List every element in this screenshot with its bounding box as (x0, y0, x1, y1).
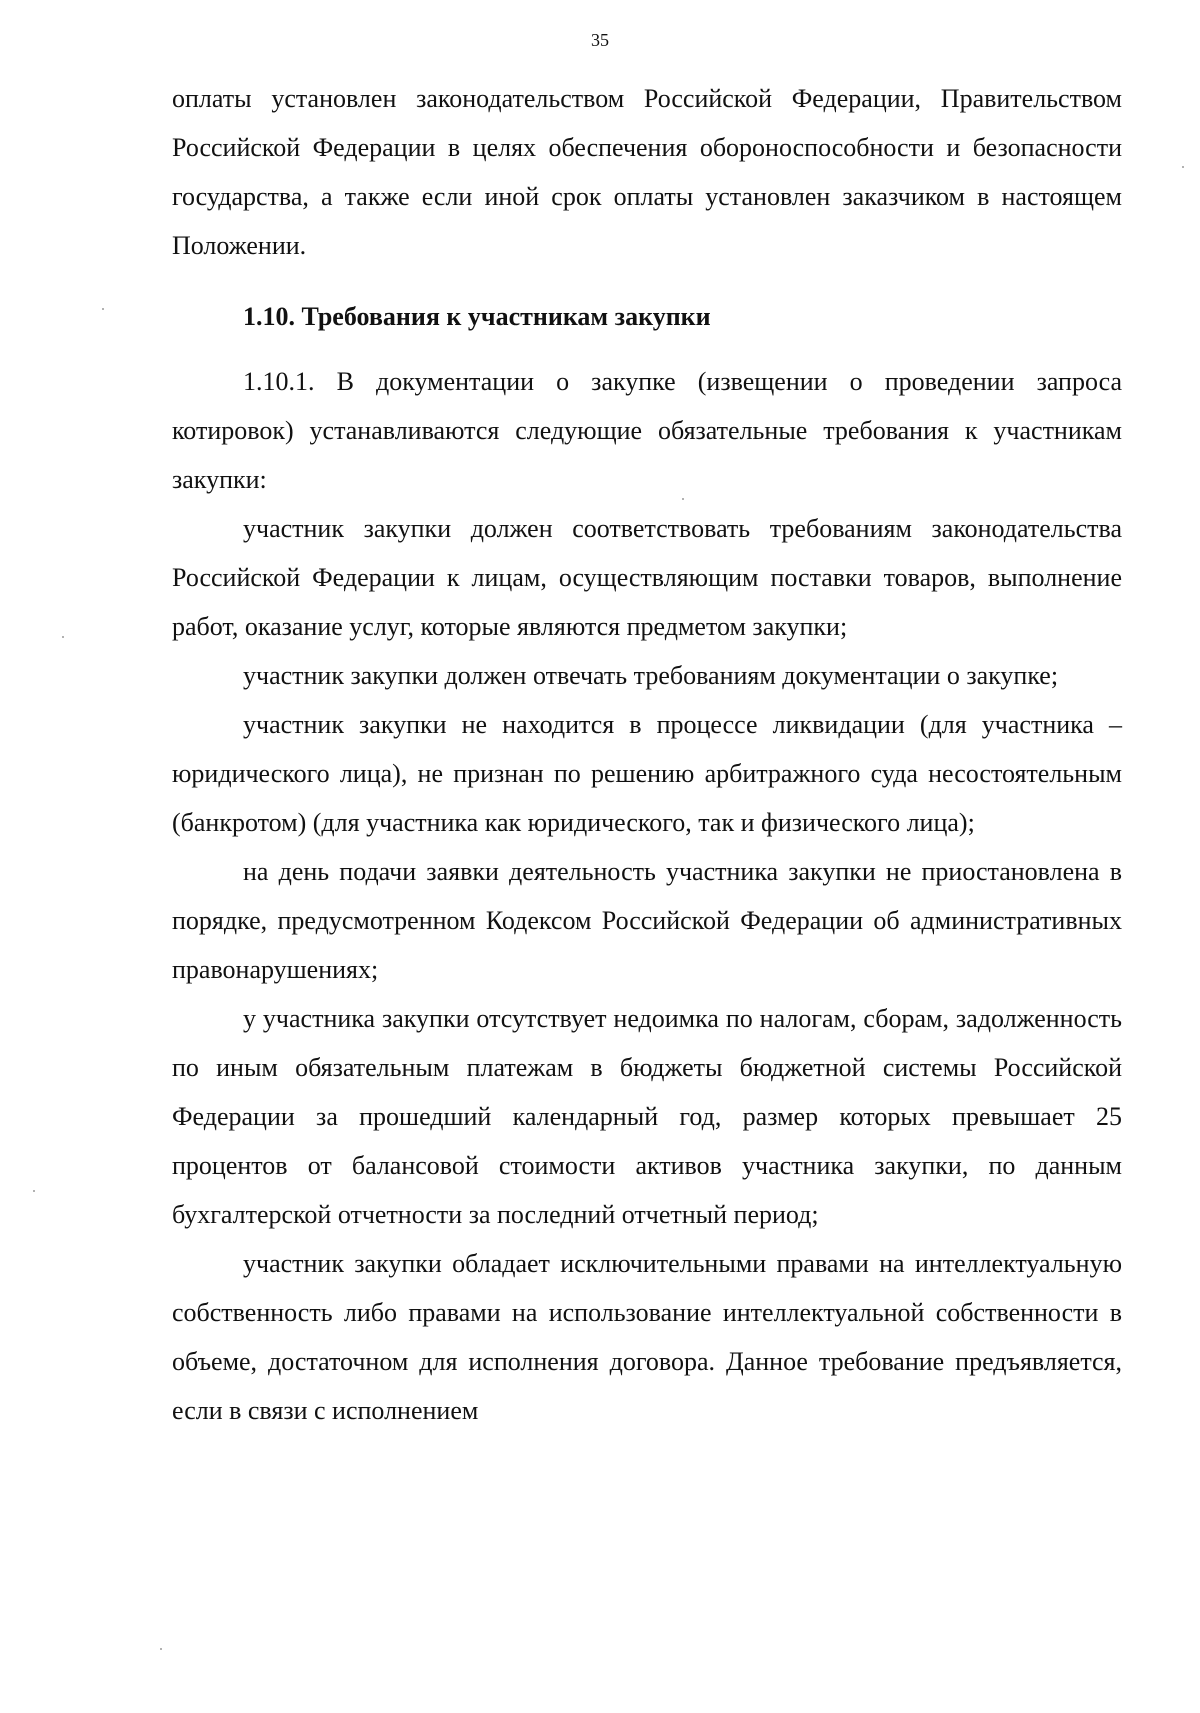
document-body (172, 74, 1122, 1435)
requirement-legal-compliance: участник закупки должен соответствовать требованиям законодательства Российской Федерации к лицам, осуществляющим поставки товаров, выполнение работ, оказание услуг, которые являются предметом закупки; (172, 514, 1122, 641)
paragraph-1-10-1: 1.10.1. В документации о закупке (извещении о проведении запроса котировок) устанавливаются следующие обязательные требования к участникам закупки: (172, 367, 1122, 494)
requirement-documentation: участник закупки должен отвечать требованиям документации о закупке; (243, 661, 1059, 690)
scan-speck (33, 1190, 35, 1192)
requirement-no-liquidation: участник закупки не находится в процессе ликвидации (для участника – юридического лица), не признан по решению арбитражного суда несостоятельным (банкротом) (для участника как юридического, так и физического лица); (172, 710, 1122, 837)
scan-speck (682, 498, 684, 500)
paragraph-continuation: оплаты установлен законодательством Российской Федерации, Правительством Российской Федерации в целях обеспечения обороноспособности и безопасности государства, а также если иной срок оплаты установлен заказчиком в настоящем Положении. (172, 84, 1122, 260)
requirement-not-suspended: на день подачи заявки деятельность участника закупки не приостановлена в порядке, предусмотренном Кодексом Российской Федерации об административных правонарушениях; (172, 857, 1122, 984)
section-heading: 1.10. Требования к участникам закупки (243, 302, 711, 331)
requirement-no-arrears: у участника закупки отсутствует недоимка по налогам, сборам, задолженность по иным обязательным платежам в бюджеты бюджетной системы Российской Федерации за прошедший календарный год, размер которых превышает 25 процентов от балансовой стоимости активов участника закупки, по данным бухгалтерской отчетности за последний отчетный период; (172, 1004, 1122, 1229)
scan-speck (1182, 166, 1184, 168)
page-number: 35 (591, 30, 609, 50)
scan-speck (62, 636, 64, 638)
scan-speck (160, 1648, 162, 1650)
scan-speck (102, 308, 104, 310)
requirement-ip-rights: участник закупки обладает исключительными правами на интеллектуальную собственность либо правами на использование интеллектуальной собственности в объеме, достаточном для исполнения договора. Данное требование предъявляется, если в связи с исполнением (172, 1249, 1122, 1425)
